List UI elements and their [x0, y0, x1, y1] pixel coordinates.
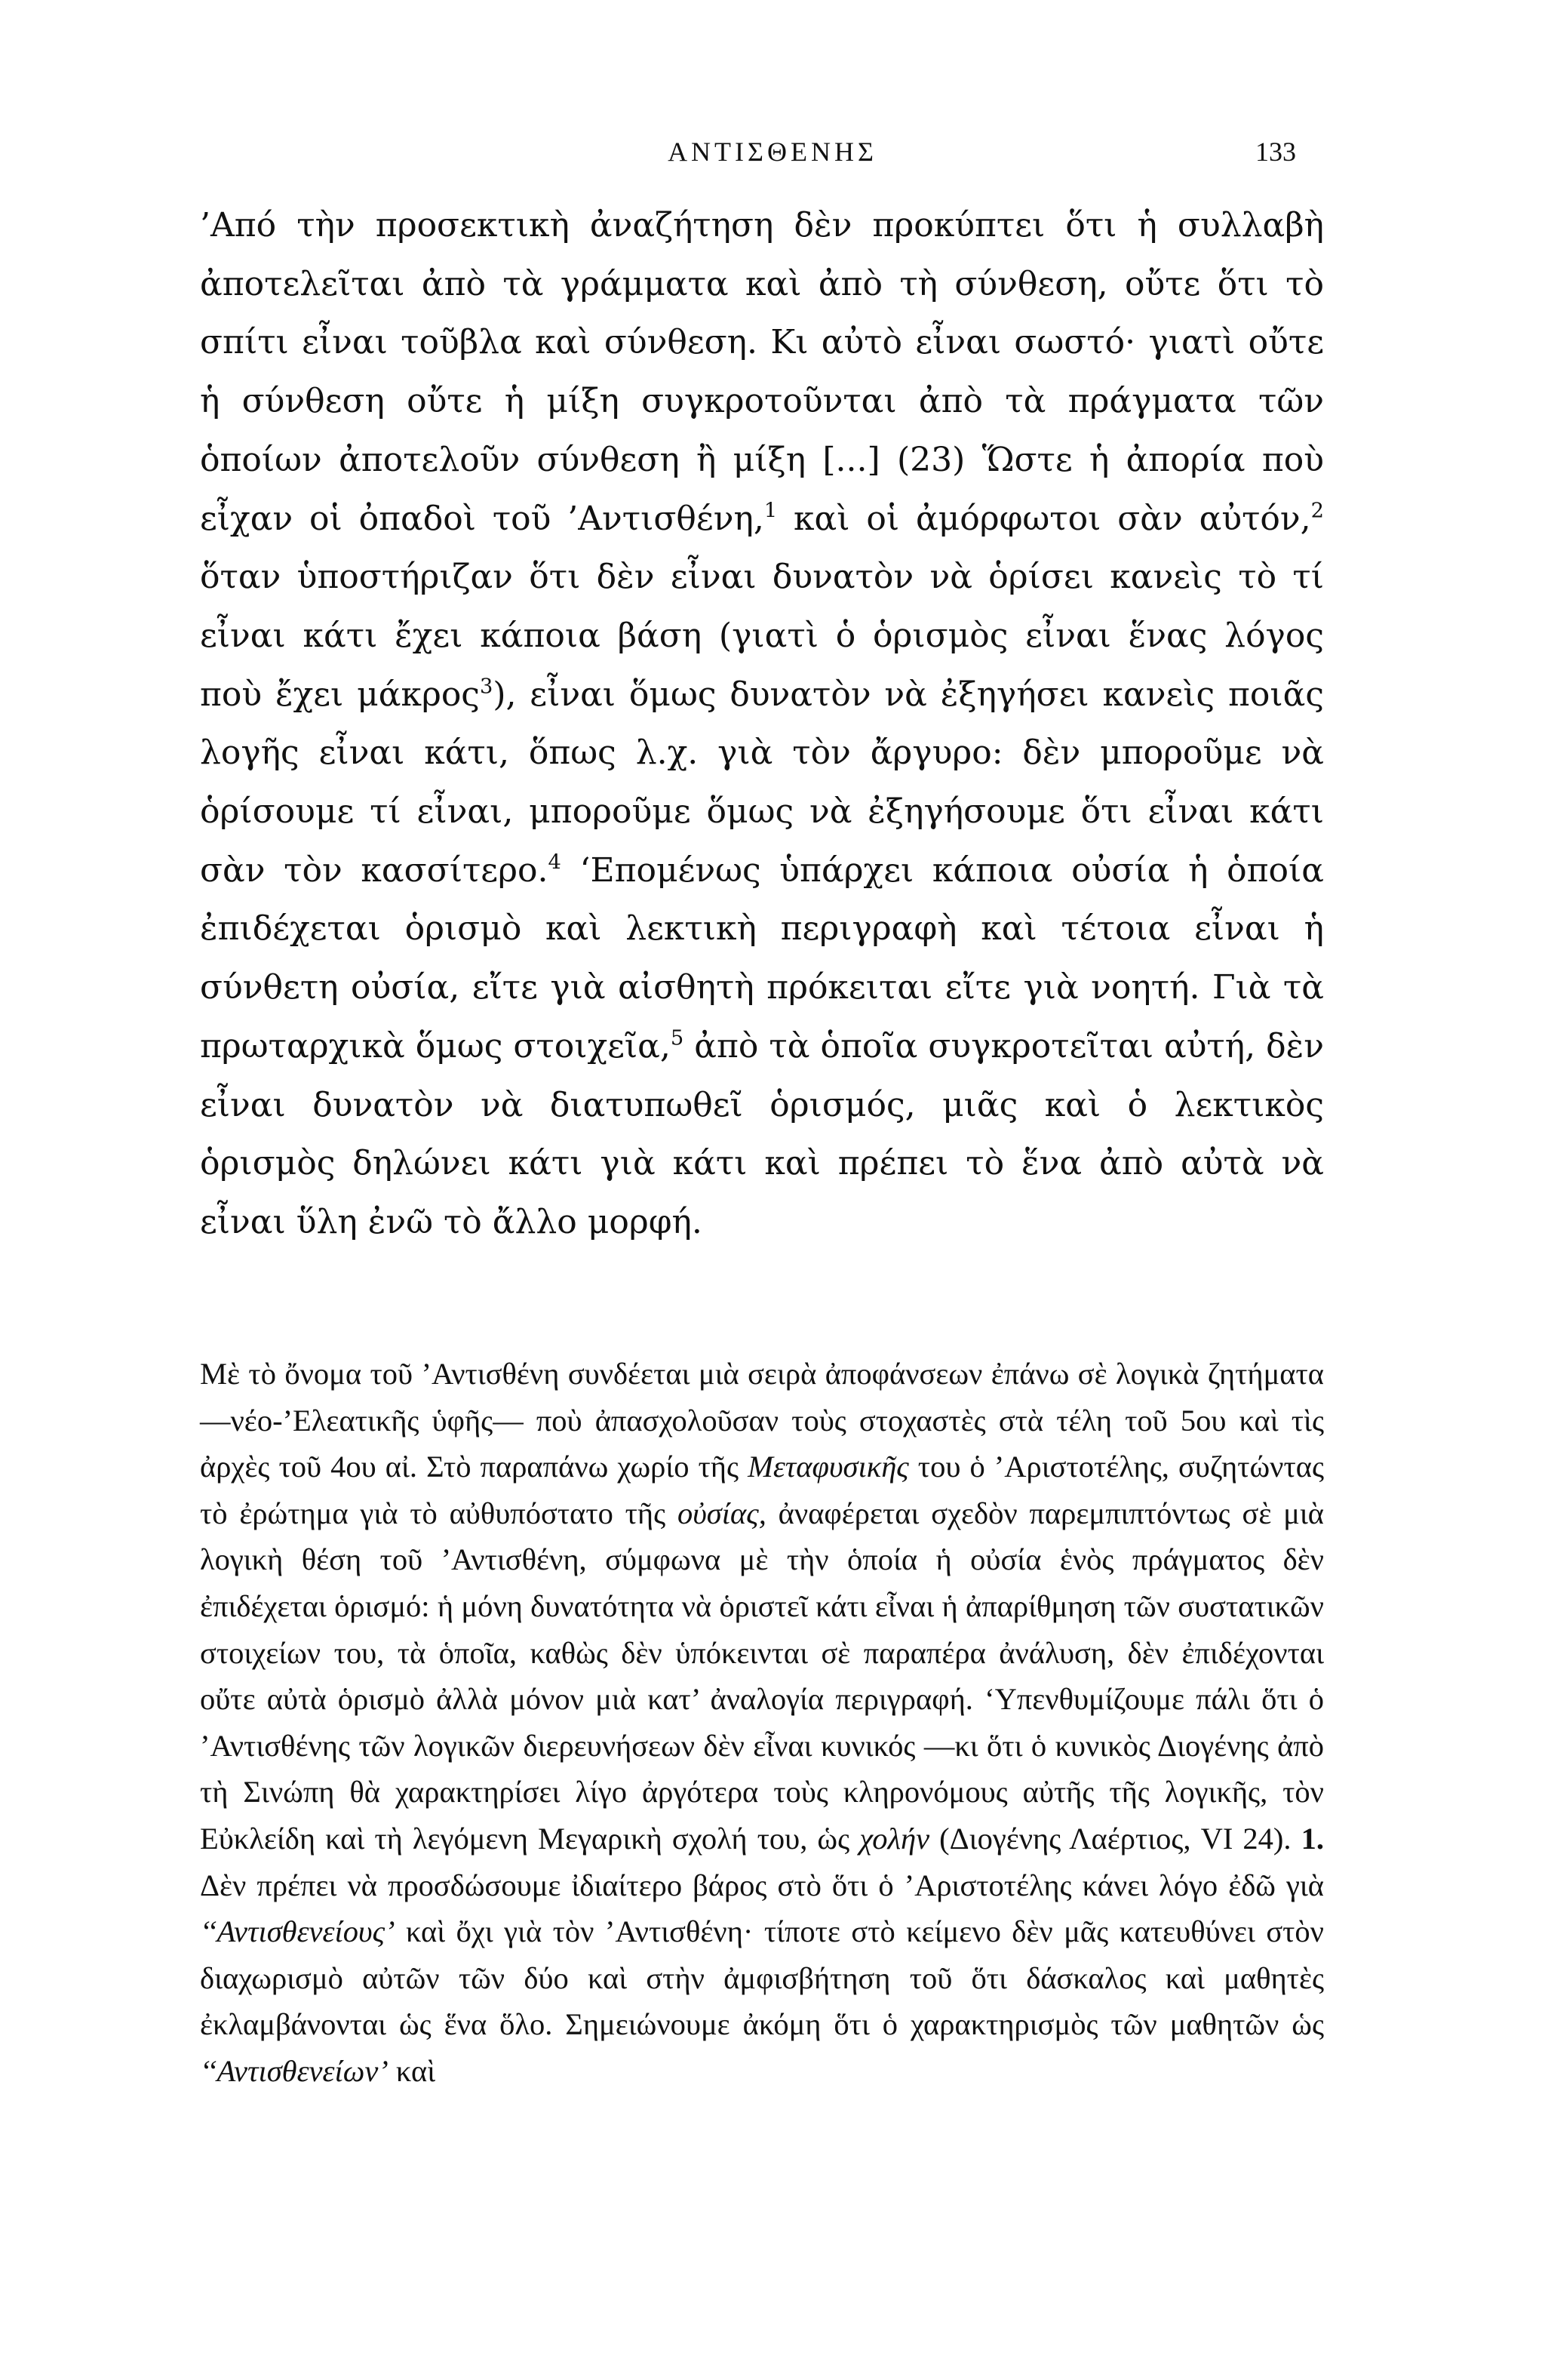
running-head	[0, 136, 1545, 189]
footnote-ref-5: 5	[670, 1026, 684, 1050]
footnote-ref-1: 1	[763, 499, 778, 523]
note-text-run: ἀναφέρεται σχεδὸν παρεμπιπτόντως σὲ μιὰ λογικὴ θέση τοῦ ’Αντισθένη, σύμφωνα μὲ τὴν ὁποία ἡ οὐσία ἑνὸς πράγματος δὲν ἐπιδέχεται ὁρισμό: ἡ μόνη δυνατότητα νὰ ὁριστεῖ κάτι εἶναι ἡ ἀπαρίθμηση τῶν συστατικῶν στοιχείων του, τὰ ὁποῖα, καθὼς δὲν ὑπόκεινται σὲ παραπέρα ἀνάλυση, δὲν ἐπιδέχονται οὔτε αὐτὰ ὁρισμὸ ἀλλὰ μόνον μιὰ κατ’ ἀναλογία περιγραφή. ‘Υπενθυμίζουμε πάλι ὅτι ὁ ’Αντισθένης τῶν λογικῶν διερευνήσεων δὲν εἶναι κυνικός —κι ὅτι ὁ κυνικὸς Διογένης ἀπὸ τὴ Σινώπη θὰ χαρακτηρίσει λίγο ἀργότερα τοὺς κληρονόμους αὐτῆς τῆς λογικῆς, τὸν Εὐκλείδη καὶ τὴ λεγόμενη Μεγαρικὴ σχολή του, ὡς	[200, 1496, 1324, 1856]
main-text-run: καὶ οἱ ἀμόρφωτοι σὰν αὐτόν,	[777, 499, 1311, 538]
note-italic-term: οὐσίας,	[677, 1496, 766, 1530]
note-number: 1.	[1301, 1821, 1325, 1856]
note-text-run: του ὁ ’Αριστοτέλης, συζητώντας τὸ ἐρώτημα γιὰ τὸ αὐθυπόστατο τῆς	[200, 1450, 1324, 1530]
note-italic-term: ‘‘Αντισθενείους’	[200, 1914, 395, 1949]
note-text-run: (Διογένης Λαέρτιος, VI 24).	[929, 1821, 1301, 1856]
main-text-run: ’Από τὴν προσεκτικὴ ἀναζήτηση δὲν προκύπτει ὅτι ἡ συλλαβὴ ἀποτελεῖται ἀπὸ τὰ γράμματα καὶ ἀπὸ τὴ σύνθεση, οὔτε ὅτι τὸ σπίτι εἶναι τοῦβλα καὶ σύνθεση. Κι αὐτὸ εἶναι σωστό· γιατὶ οὔτε ἡ σύνθεση οὔτε ἡ μίξη συγκροτοῦνται ἀπὸ τὰ πράγματα τῶν ὁποίων ἀποτελοῦν σύνθεση ἢ μίξη [...] (23) Ὥστε ἡ ἀπορία ποὺ εἶχαν οἱ ὀπαδοὶ τοῦ ’Αντισθένη,	[200, 206, 1324, 538]
note-text-run: καὶ ὄχι γιὰ τὸν ’Αντισθένη· τίποτε στὸ κείμενο δὲν μᾶς κατευθύνει στὸν διαχωρισμὸ αὐτῶν τῶν δύο καὶ στὴν ἀμφισβήτηση τοῦ ὅτι δάσκαλος καὶ μαθητὲς ἐκλαμβάνονται ὡς ἕνα ὅλο. Σημειώνουμε ἀκόμη ὅτι ὁ χαρακτηρισμὸς τῶν μαθητῶν ὡς	[200, 1914, 1324, 2042]
main-paragraph	[200, 196, 1324, 1252]
main-text-run: ), εἶναι ὅμως δυνατὸν νὰ ἐξηγήσει κανεὶς ποιᾶς λογῆς εἶναι κάτι, ὅπως λ.χ. γιὰ τὸν ἄργυρο: δὲν μποροῦμε νὰ ὁρίσουμε τί εἶναι, μποροῦμε ὅμως νὰ ἐξηγήσουμε ὅτι εἶναι κάτι σὰν τὸν κασσίτερο.	[200, 675, 1324, 890]
notes-paragraph	[200, 1351, 1324, 2095]
note-italic-term: ‘‘Αντισθενείων’	[200, 2053, 389, 2088]
footnote-ref-2: 2	[1310, 499, 1324, 523]
note-text-run: Μὲ τὸ ὄνομα τοῦ ’Αντισθένη συνδέεται μιὰ σειρὰ ἀποφάνσεων ἐπάνω σὲ λογικὰ ζητήματα —νέο-’Ελεατικῆς ὑφῆς— ποὺ ἀπασχολοῦσαν τοὺς στοχαστὲς στὰ τέλη τοῦ 5ου καὶ τὶς ἀρχὲς τοῦ 4ου αἰ. Στὸ παραπάνω χωρίο τῆς	[200, 1357, 1324, 1484]
page-number: 133	[1255, 137, 1296, 167]
note-italic-term: χολήν	[859, 1821, 930, 1856]
footnote-ref-3: 3	[479, 675, 493, 699]
commentary-notes	[200, 1351, 1324, 2095]
note-text-run: Δὲν πρέπει νὰ προσδώσουμε ἰδιαίτερο βάρος στὸ ὅτι ὁ ’Αριστοτέλης κάνει λόγο ἐδῶ γιὰ	[200, 1868, 1324, 1902]
main-text-run: ὅταν ὑποστήριζαν ὅτι δὲν εἶναι δυνατὸν νὰ ὁρίσει κανεὶς τὸ τί εἶναι κάτι ἔχει κάποια βάση (γιατὶ ὁ ὁρισμὸς εἶναι ἕνας λόγος ποὺ ἔχει μάκρος	[200, 558, 1324, 714]
note-italic-title: Μεταφυσικῆς	[748, 1450, 909, 1484]
main-text-block	[200, 196, 1324, 1252]
footnote-ref-4: 4	[548, 850, 561, 875]
main-text-run: ἀπὸ τὰ ὁποῖα συγκροτεῖται αὐτή, δὲν εἶναι δυνατὸν νὰ διατυπωθεῖ ὁρισμός, μιᾶς καὶ ὁ λεκτικὸς ὁρισμὸς δηλώνει κάτι γιὰ κάτι καὶ πρέπει τὸ ἕνα ἀπὸ αὐτὰ νὰ εἶναι ὕλη ἐνῶ τὸ ἄλλο μορφή.	[200, 1026, 1324, 1241]
note-text-run: καὶ	[388, 2053, 436, 2088]
running-title: ΑΝΤΙΣΘΕΝΗΣ	[668, 137, 877, 167]
main-text-run: ‘Επομένως ὑπάρχει κάποια οὐσία ἡ ὁποία ἐπιδέχεται ὁρισμὸ καὶ λεκτικὴ περιγραφὴ καὶ τέτοια εἶναι ἡ σύνθετη οὐσία, εἴτε γιὰ αἰσθητὴ πρόκειται εἴτε γιὰ νοητή. Γιὰ τὰ πρωταρχικὰ ὅμως στοιχεῖα,	[200, 850, 1324, 1065]
